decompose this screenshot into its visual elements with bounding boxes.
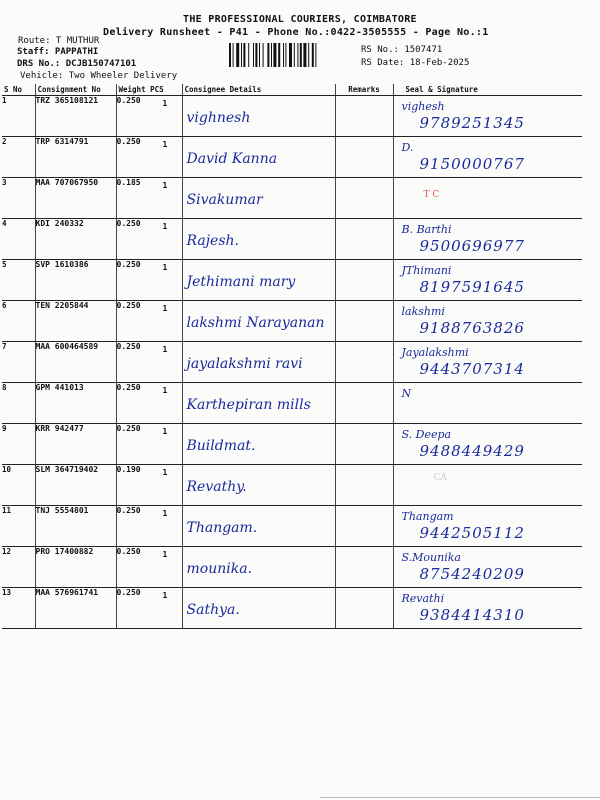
table-row xyxy=(2,506,582,547)
consignment-number: TEN 2205844 xyxy=(35,301,116,342)
runsheet-table xyxy=(2,84,582,629)
signature: JThimani xyxy=(401,264,452,277)
consignment-number: PRO 17400882 xyxy=(35,547,116,588)
receiver-phone: 8197591645 xyxy=(419,278,525,296)
table-row xyxy=(2,588,582,629)
seal-cell xyxy=(393,465,582,506)
seal-cell xyxy=(393,178,582,219)
stamp-mark: T C xyxy=(423,190,440,200)
consignee-cell xyxy=(182,506,335,547)
seal-cell xyxy=(393,96,582,137)
consignee-cell xyxy=(182,260,335,301)
col-consignment: Consignment No xyxy=(35,84,116,96)
consignment-number: GPM 441013 xyxy=(35,383,116,424)
receiver-phone: 8754240209 xyxy=(419,565,525,583)
signature: B. Barthi xyxy=(401,223,452,236)
col-consignee: Consignee Details xyxy=(182,84,335,96)
remarks-cell xyxy=(335,219,393,260)
col-weight: Weight xyxy=(118,85,146,94)
weight-pcs-cell xyxy=(116,465,182,506)
signature: Jayalakshmi xyxy=(401,346,469,359)
signature: vighesh xyxy=(401,100,445,113)
weight-value: 0.250 xyxy=(116,506,141,515)
serial-number: 8 xyxy=(2,383,35,424)
weight-pcs-cell xyxy=(116,342,182,383)
consignment-number: SVP 1610386 xyxy=(35,260,116,301)
consignee-cell xyxy=(182,96,335,137)
pcs-value: 1 xyxy=(162,263,168,272)
serial-number: 9 xyxy=(2,424,35,465)
col-pcs: PCS xyxy=(150,85,164,94)
seal-cell xyxy=(393,342,582,383)
weight-pcs-cell xyxy=(116,588,182,629)
weight-pcs-cell xyxy=(116,137,182,178)
col-weight-pcs xyxy=(116,84,182,96)
consignment-number: KDI 240332 xyxy=(35,219,116,260)
pcs-value: 1 xyxy=(162,468,168,477)
consignee-name: David Kanna xyxy=(186,151,278,167)
table-row xyxy=(2,219,582,260)
remarks-cell xyxy=(335,137,393,178)
receiver-phone: 9442505112 xyxy=(419,524,525,542)
remarks-cell xyxy=(335,547,393,588)
table-row xyxy=(2,96,582,137)
receiver-phone: 9488449429 xyxy=(419,442,525,460)
consignee-name: jayalakshmi ravi xyxy=(186,356,303,372)
consignee-cell xyxy=(182,178,335,219)
remarks-cell xyxy=(335,465,393,506)
receiver-phone: 9500696977 xyxy=(419,237,525,255)
serial-number: 12 xyxy=(2,547,35,588)
consignee-cell xyxy=(182,465,335,506)
consignment-number: MAA 600464589 xyxy=(35,342,116,383)
receiver-phone: 9384414310 xyxy=(419,606,525,624)
remarks-cell xyxy=(335,588,393,629)
consignee-cell xyxy=(182,424,335,465)
receiver-phone: 9443707314 xyxy=(419,360,525,378)
weight-value: 0.250 xyxy=(116,301,141,310)
consignee-name: mounika. xyxy=(186,561,252,577)
consignee-name: vighnesh xyxy=(186,110,251,126)
consignee-cell xyxy=(182,301,335,342)
pcs-value: 1 xyxy=(162,345,168,354)
table-row xyxy=(2,342,582,383)
remarks-cell xyxy=(335,506,393,547)
weight-pcs-cell xyxy=(116,383,182,424)
weight-value: 0.190 xyxy=(116,465,141,474)
seal-cell xyxy=(393,383,582,424)
seal-cell xyxy=(393,137,582,178)
consignee-cell xyxy=(182,137,335,178)
signature: D. xyxy=(401,141,414,154)
table-row xyxy=(2,260,582,301)
pcs-value: 1 xyxy=(162,386,168,395)
weight-pcs-cell xyxy=(116,260,182,301)
serial-number: 4 xyxy=(2,219,35,260)
seal-cell xyxy=(393,588,582,629)
weight-pcs-cell xyxy=(116,547,182,588)
weight-value: 0.250 xyxy=(116,547,141,556)
consignee-name: Rajesh. xyxy=(186,233,239,249)
barcode-icon xyxy=(229,43,355,67)
pcs-value: 1 xyxy=(162,140,168,149)
page-bottom-rule xyxy=(320,797,600,798)
weight-value: 0.250 xyxy=(116,260,141,269)
consignee-name: Sivakumar xyxy=(186,192,263,208)
consignment-number: TRZ 365108121 xyxy=(35,96,116,137)
consignee-name: lakshmi Narayanan xyxy=(186,315,325,331)
pcs-value: 1 xyxy=(162,509,168,518)
consignee-cell xyxy=(182,342,335,383)
seal-cell xyxy=(393,506,582,547)
runsheet-title: Delivery Runsheet - P41 - Phone No.:0422-3505555 - Page No.:1 xyxy=(103,27,489,38)
rs-date: RS Date: 18-Feb-2025 xyxy=(361,58,470,68)
serial-number: 10 xyxy=(2,465,35,506)
consignee-name: Karthepiran mills xyxy=(186,397,311,413)
weight-value: 0.250 xyxy=(116,588,141,597)
route-label: Route: T MUTHUR xyxy=(18,36,100,46)
weight-value: 0.250 xyxy=(116,96,141,105)
serial-number: 13 xyxy=(2,588,35,629)
col-sno: S No xyxy=(2,84,35,96)
table-row xyxy=(2,137,582,178)
serial-number: 5 xyxy=(2,260,35,301)
consignee-cell xyxy=(182,383,335,424)
remarks-cell xyxy=(335,178,393,219)
remarks-cell xyxy=(335,342,393,383)
pcs-value: 1 xyxy=(162,181,168,190)
pcs-value: 1 xyxy=(162,550,168,559)
consignment-number: MAA 707067950 xyxy=(35,178,116,219)
pcs-value: 1 xyxy=(162,304,168,313)
vehicle-label: Vehicle: Two Wheeler Delivery xyxy=(20,71,178,81)
consignment-number: TNJ 5554801 xyxy=(35,506,116,547)
table-row xyxy=(2,178,582,219)
signature: Thangam xyxy=(401,510,454,523)
seal-cell xyxy=(393,301,582,342)
weight-value: 0.250 xyxy=(116,342,141,351)
col-remarks: Remarks xyxy=(335,84,393,96)
weight-pcs-cell xyxy=(116,506,182,547)
consignee-cell xyxy=(182,547,335,588)
seal-cell xyxy=(393,260,582,301)
signature: lakshmi xyxy=(401,305,445,318)
consignment-number: MAA 576961741 xyxy=(35,588,116,629)
weight-value: 0.250 xyxy=(116,137,141,146)
weight-value: 0.250 xyxy=(116,383,141,392)
weight-pcs-cell xyxy=(116,301,182,342)
weight-pcs-cell xyxy=(116,219,182,260)
table-row xyxy=(2,301,582,342)
consignee-name: Jethimani mary xyxy=(186,274,296,290)
remarks-cell xyxy=(335,260,393,301)
consignee-name: Revathy. xyxy=(186,479,247,495)
consignee-name: Thangam. xyxy=(186,520,258,536)
seal-cell xyxy=(393,424,582,465)
weight-value: 0.250 xyxy=(116,219,141,228)
staff-label: Staff: PAPPATHI xyxy=(17,47,99,57)
stamp-mark: CA xyxy=(433,473,447,483)
signature: N xyxy=(401,387,412,400)
pcs-value: 1 xyxy=(162,591,168,600)
table-row xyxy=(2,547,582,588)
receiver-phone: 9150000767 xyxy=(419,155,525,173)
weight-pcs-cell xyxy=(116,96,182,137)
serial-number: 6 xyxy=(2,301,35,342)
seal-cell xyxy=(393,547,582,588)
consignee-cell xyxy=(182,219,335,260)
table-header-row xyxy=(2,84,582,96)
table-row xyxy=(2,383,582,424)
weight-pcs-cell xyxy=(116,424,182,465)
table-row xyxy=(2,465,582,506)
signature: Revathi xyxy=(401,592,445,605)
receiver-phone: 9789251345 xyxy=(419,114,525,132)
remarks-cell xyxy=(335,96,393,137)
signature: S. Deepa xyxy=(401,428,452,441)
seal-cell xyxy=(393,219,582,260)
consignee-name: Sathya. xyxy=(186,602,240,618)
drs-number: DRS No.: DCJB150747101 xyxy=(17,59,137,69)
consignment-number: SLM 364719402 xyxy=(35,465,116,506)
serial-number: 11 xyxy=(2,506,35,547)
serial-number: 7 xyxy=(2,342,35,383)
company-title: THE PROFESSIONAL COURIERS, COIMBATORE xyxy=(183,14,417,25)
consignment-number: KRR 942477 xyxy=(35,424,116,465)
serial-number: 2 xyxy=(2,137,35,178)
weight-value: 0.250 xyxy=(116,424,141,433)
serial-number: 3 xyxy=(2,178,35,219)
signature: S.Mounika xyxy=(401,551,461,564)
pcs-value: 1 xyxy=(162,427,168,436)
consignment-number: TRP 6314791 xyxy=(35,137,116,178)
weight-pcs-cell xyxy=(116,178,182,219)
remarks-cell xyxy=(335,383,393,424)
remarks-cell xyxy=(335,424,393,465)
consignee-name: Buildmat. xyxy=(186,438,256,454)
receiver-phone: 9188763826 xyxy=(419,319,525,337)
col-seal: Seal & Signature xyxy=(393,84,582,96)
weight-value: 0.185 xyxy=(116,178,141,187)
remarks-cell xyxy=(335,301,393,342)
pcs-value: 1 xyxy=(162,99,168,108)
pcs-value: 1 xyxy=(162,222,168,231)
table-row xyxy=(2,424,582,465)
rs-number: RS No.: 1507471 xyxy=(361,45,443,55)
serial-number: 1 xyxy=(2,96,35,137)
consignee-cell xyxy=(182,588,335,629)
